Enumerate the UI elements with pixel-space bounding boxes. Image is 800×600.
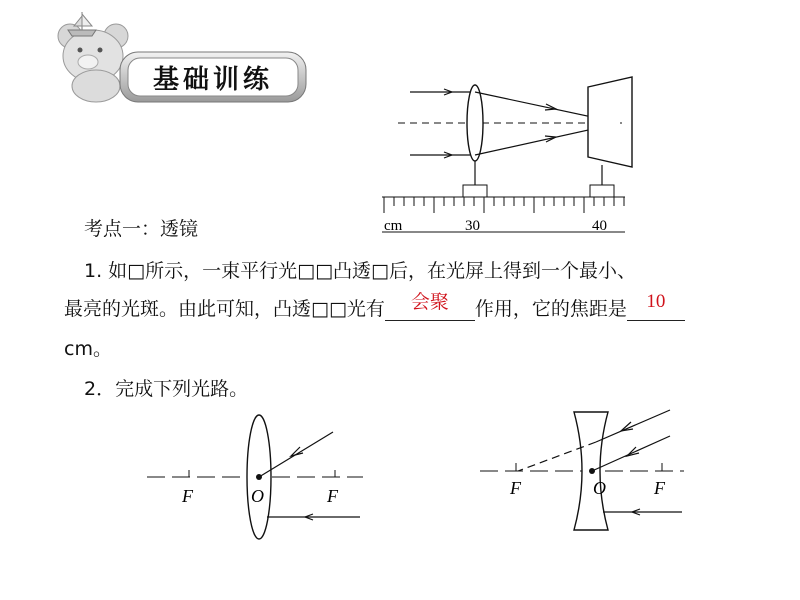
optical-center-dot [589,468,595,474]
section-banner [48,8,310,104]
screen-holder [590,185,614,197]
question1-line2-middle: 作用，它的焦距是 [474,298,627,320]
question1-line2 [64,291,685,321]
question1-line2-prefix: 最亮的光斑。由此可知，凸透□□光有 [64,298,385,320]
banner-title: 基础训练 [152,64,273,95]
answer-blank-1 [385,291,475,321]
focus-label-left: F [182,486,193,506]
ray-through-center [592,436,670,471]
convex-lens-experiment-diagram [370,75,640,235]
ruler-tick-label-30: 30 [465,218,480,234]
question1-line1: 1. 如□所示，一束平行光□□凸透□后，在光屏上得到一个最小、 [84,260,636,282]
question2-text: 2．完成下列光路。 [84,378,249,400]
incident-ray-top [410,89,473,95]
ruler [382,197,625,232]
incident-ray-bottom [410,152,473,158]
answer-blank-2 [627,291,685,321]
focus-label-right: F [654,478,665,498]
light-screen [588,77,632,167]
section-heading: 考点一：透镜 [84,218,199,240]
convex-lens-ray-diagram [145,410,370,545]
ruler-unit-label: cm [384,218,403,234]
concave-lens-ray-diagram [476,400,691,540]
optical-center-label: O [251,486,264,506]
parallel-ray [267,514,360,520]
optical-center-label: O [593,478,606,498]
ruler-tick-label-40: 40 [592,218,607,234]
answer-converge: 会聚 [410,291,449,313]
lens-holder [463,185,487,197]
optical-center-dot [256,474,262,480]
answer-focal-length: 10 [646,291,666,312]
focus-label-right: F [327,486,338,506]
focus-label-left: F [510,478,521,498]
parallel-ray [603,509,682,515]
convex-lens [467,85,483,161]
question1-line3: cm。 [64,338,112,360]
